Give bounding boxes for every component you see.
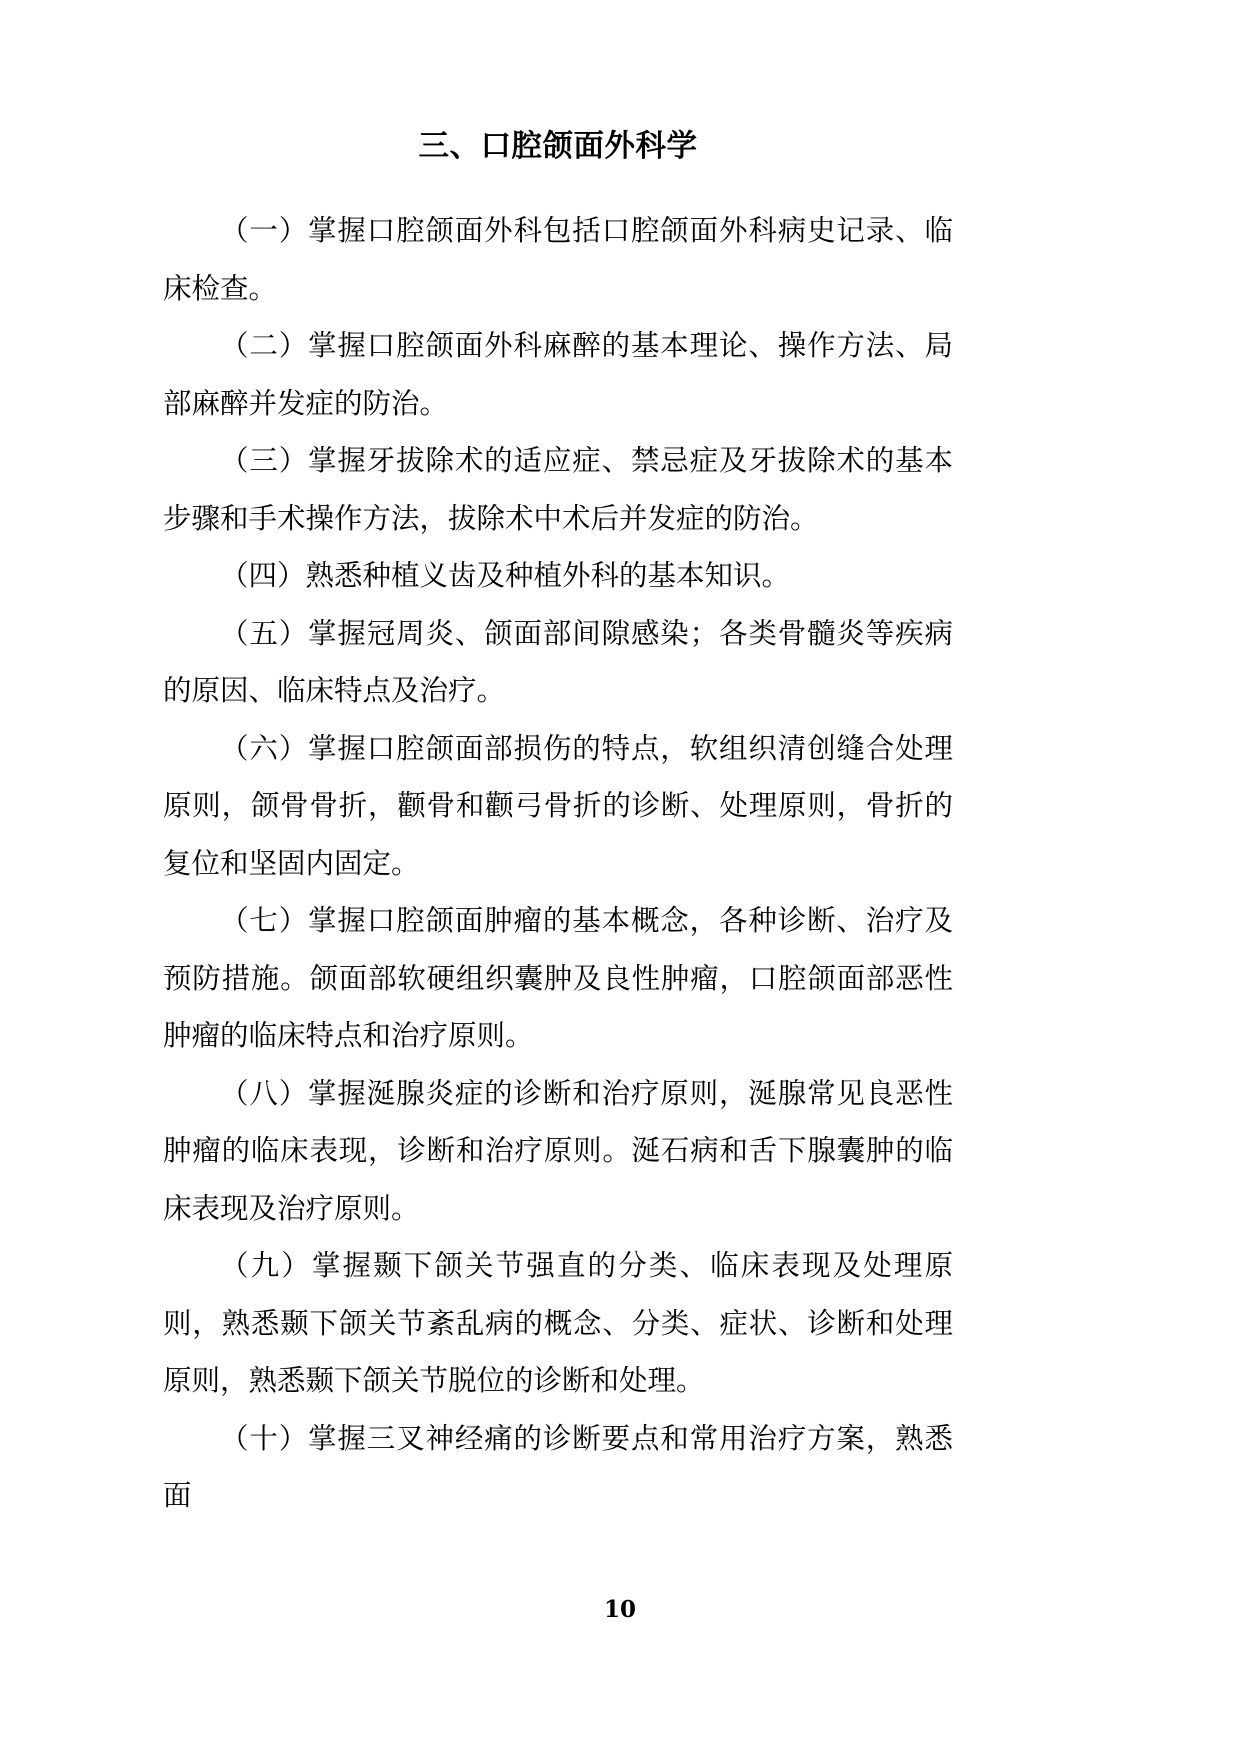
page-title: 三、口腔颌面外科学 bbox=[418, 129, 698, 164]
paragraph-1: （一）掌握口腔颌面外科包括口腔颌面外科病史记录、临床检查。 bbox=[163, 214, 953, 305]
paragraph-10: （十）掌握三叉神经痛的诊断要点和常用治疗方案，熟悉面 bbox=[163, 1421, 953, 1513]
paragraph-5: （五）掌握冠周炎、颌面部间隙感染；各类骨髓炎等疾病的原因、临床特点及治疗。 bbox=[163, 616, 953, 708]
paragraph-9: （九）掌握颞下颌关节强直的分类、临床表现及处理原则，熟悉颞下颌关节紊乱病的概念、分类、症状、诊断和处理原则，熟悉颞下颌关节脱位的诊断和处理。 bbox=[163, 1249, 953, 1398]
paragraph-2: （二）掌握口腔颌面外科麻醉的基本理论、操作方法、局部麻醉并发症的防治。 bbox=[163, 329, 953, 420]
paragraph-8: （八）掌握涎腺炎症的诊断和治疗原则，涎腺常见良恶性肿瘤的临床表现，诊断和治疗原则。涎石病和舌下腺囊肿的临床表现及治疗原则。 bbox=[163, 1076, 953, 1225]
page-body bbox=[163, 0, 953, 1525]
paragraph-3: （三）掌握牙拔除术的适应症、禁忌症及牙拔除术的基本步骤和手术操作方法，拔除术中术后并发症的防治。 bbox=[163, 444, 953, 535]
page-number: 10 bbox=[603, 1596, 636, 1623]
paragraph-7: （七）掌握口腔颌面肿瘤的基本概念，各种诊断、治疗及预防措施。颌面部软硬组织囊肿及良性肿瘤，口腔颌面部恶性肿瘤的临床特点和治疗原则。 bbox=[163, 904, 953, 1053]
paragraph-4: （四）熟悉种植义齿及种植外科的基本知识。 bbox=[220, 559, 791, 593]
paragraph-6: （六）掌握口腔颌面部损伤的特点，软组织清创缝合处理原则，颌骨骨折，颧骨和颧弓骨折的诊断、处理原则，骨折的复位和坚固内固定。 bbox=[163, 731, 953, 880]
